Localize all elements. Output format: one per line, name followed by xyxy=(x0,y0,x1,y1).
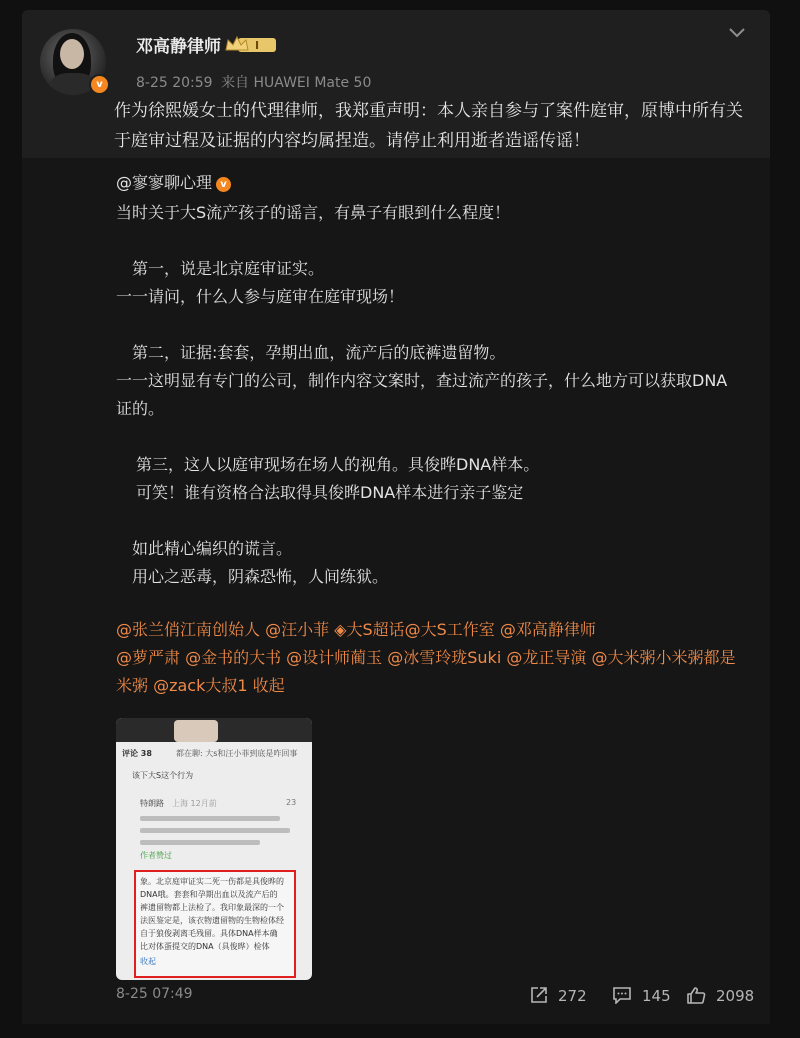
repost-line: 一一请问，什么人参与庭审在庭审现场！ xyxy=(116,287,405,306)
screenshot-box-text: 法医鉴定是，该衣物遗留物的生物检体经 xyxy=(140,916,284,925)
chevron-down-icon[interactable] xyxy=(728,26,746,40)
level-badge-text: I xyxy=(254,39,260,52)
post-source: 来自 HUAWEI Mate 50 xyxy=(221,75,372,91)
screenshot-box-text: DNA哦。套套和孕期出血以及流产后的 xyxy=(140,890,278,899)
repost-author-name[interactable]: @寥寥聊心理 xyxy=(116,173,213,192)
share-button[interactable] xyxy=(530,986,587,1005)
screenshot-box-text: 裤遗留物都上法检了。我印象最深的一个 xyxy=(140,903,284,912)
attached-screenshot[interactable] xyxy=(116,718,312,980)
comment-count: 145 xyxy=(642,987,671,1005)
screenshot-box-fold: 收起 xyxy=(140,957,156,966)
screenshot-box-text: 比对体蛋提交的DNA（具俊晔）检体 xyxy=(140,942,270,951)
repost-author[interactable] xyxy=(116,170,231,193)
like-button[interactable] xyxy=(686,986,754,1005)
avatar-face xyxy=(60,39,84,69)
share-icon xyxy=(530,986,548,1004)
repost-time[interactable]: 8-25 07:49 xyxy=(116,986,193,1002)
repost-block xyxy=(22,158,770,1024)
screenshot-box-text: 象。北京庭审证实二死一伤都是具俊晔的 xyxy=(140,877,284,886)
screenshot-topic: 都在聊: 大s和汪小菲到底是咋回事 xyxy=(176,749,298,758)
screenshot-user: 特朗路 xyxy=(140,799,164,808)
mentions-line[interactable]: @萝严肃 @金书的大书 @设计师蔺玉 @冰雪玲珑Suki @龙正导演 @大米粥小米粥都是 xyxy=(116,648,736,667)
repost-line: 第三，这人以庭审现场在场人的视角。具俊晔DNA样本。 xyxy=(136,455,540,474)
screenshot-text: 该下大S这个行为 xyxy=(132,771,194,780)
share-count: 272 xyxy=(558,987,587,1005)
like-count: 2098 xyxy=(716,987,755,1005)
comment-button[interactable] xyxy=(612,986,671,1005)
verified-v-icon: v xyxy=(89,74,110,95)
mentions-line[interactable]: @张兰俏江南创始人 @汪小菲 ◈大S超话@大S工作室 @邓高静律师 xyxy=(116,620,596,639)
screenshot-text-line xyxy=(140,816,280,821)
screenshot-likes: 23 xyxy=(286,798,297,807)
crown-level-icon xyxy=(224,34,278,54)
mentions[interactable] xyxy=(116,616,756,700)
screenshot-loc: 上海 12月前 xyxy=(172,799,217,808)
thumbs-up-icon xyxy=(686,986,706,1004)
highlight-box xyxy=(134,870,296,978)
repost-line: 第二，证据:套套，孕期出血，流产后的底裤遗留物。 xyxy=(132,343,506,362)
screenshot-photo-strip xyxy=(116,718,312,742)
screenshot-comments-count: 评论 38 xyxy=(122,749,152,758)
comment-icon xyxy=(612,986,632,1004)
repost-line: 一一这明显有专门的公司，制作内容文案时，查过流产的孩子，什么地方可以获取DNA xyxy=(116,371,728,390)
verified-v-icon: v xyxy=(216,177,231,192)
repost-line: 可笑！谁有资格合法取得具俊晔DNA样本进行亲子鉴定 xyxy=(136,483,524,502)
mentions-line[interactable]: 米粥 @zack大叔1 收起 xyxy=(116,676,285,695)
repost-line: 用心之恶毒，阴森恐怖，人间练狱。 xyxy=(132,567,389,586)
repost-line: 证的。 xyxy=(116,399,165,418)
repost-line: 如此精心编织的谎言。 xyxy=(132,539,293,558)
screenshot-author-tag: 作者赞过 xyxy=(140,851,172,860)
weibo-card xyxy=(22,10,770,1024)
post-meta xyxy=(136,72,371,92)
post-text: 作为徐熙媛女士的代理律师，我郑重声明：本人亲自参与了案件庭审，原博中所有关于庭审过程及证据的内容均属捏造。请停止利用逝者造谣传谣！ xyxy=(114,101,743,151)
screenshot-photo xyxy=(174,720,218,742)
screenshot-text-line xyxy=(140,840,260,845)
post-header xyxy=(22,10,770,158)
repost-line: 第一，说是北京庭审证实。 xyxy=(132,259,325,278)
post-time[interactable]: 8-25 20:59 xyxy=(136,75,213,91)
screenshot-box-text: 自于狼俊剥离毛残留。具体DNA样本确 xyxy=(140,929,278,938)
screenshot-text-line xyxy=(140,828,290,833)
repost-line: 当时关于大S流产孩子的谣言，有鼻子有眼到什么程度！ xyxy=(116,203,511,222)
author-name[interactable]: 邓高静律师 xyxy=(136,37,221,57)
